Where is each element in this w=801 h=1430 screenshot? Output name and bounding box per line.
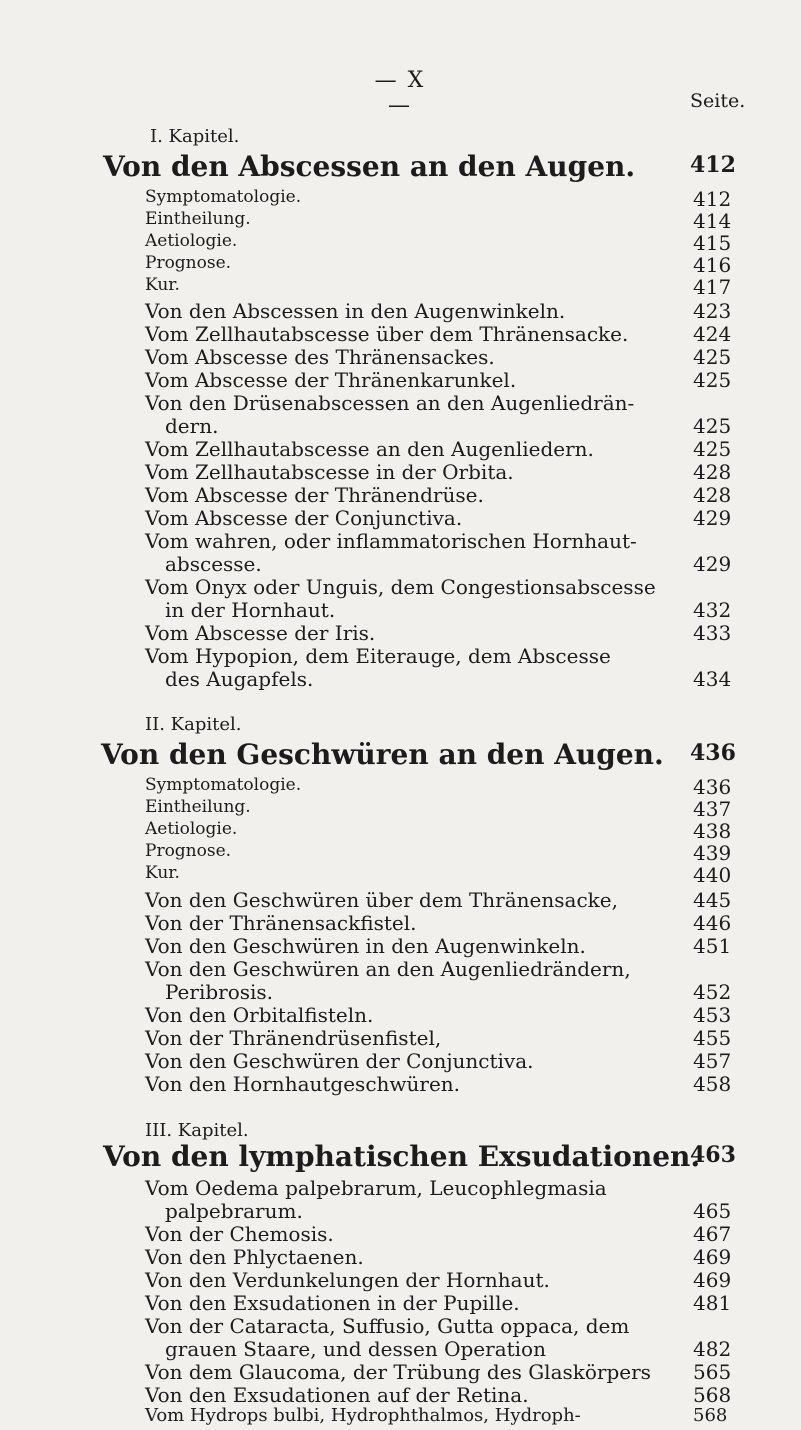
toc-entry: Von der Thränensackfistel. 446 <box>145 911 732 935</box>
toc-entry: Von der Chemosis. 467 <box>145 1222 732 1246</box>
toc-entry: Vom Zellhautabscesse über dem Thränensacke. 424 <box>145 322 732 346</box>
toc-entry: Aetiologie. 415 <box>145 231 732 255</box>
chapter-3-page: 463 <box>690 1142 736 1168</box>
toc-entry: Von den Verdunkelungen der Hornhaut. 469 <box>145 1268 732 1292</box>
chapter-1-title-von: Von <box>103 150 162 183</box>
toc-entry: Von der Thränendrüsenfistel, 455 <box>145 1026 732 1050</box>
chapter-3-title-text: den lymphatischen Exsudationen. <box>170 1140 701 1173</box>
toc-entry: Vom Hydrops bulbi, Hydrophthalmos, Hydroph- 568 <box>145 1405 728 1426</box>
toc-entry: Von den Hornhautgeschwüren. 458 <box>145 1072 732 1096</box>
toc-entry-cont: grauen Staare, und dessen Operation 482 <box>165 1337 732 1361</box>
toc-entry: Eintheilung. 414 <box>145 209 732 233</box>
toc-entry: Vom wahren, oder inflammatorischen Hornhaut- <box>145 529 637 553</box>
chapter-3-title <box>103 1140 700 1173</box>
toc-entry: Vom Oedema palpebrarum, Leucophlegmasia <box>145 1176 607 1200</box>
toc-entry: Von den Drüsenabscessen an den Augenliedrän- <box>145 391 635 415</box>
toc-entry: Von den Orbitalfisteln. 453 <box>145 1003 732 1027</box>
toc-entry: Kur. 440 <box>145 863 732 887</box>
toc-entry: Vom Abscesse der Iris. 433 <box>145 621 732 645</box>
seite-label: Seite. <box>690 90 746 112</box>
toc-entry: Vom Abscesse der Conjunctiva. 429 <box>145 506 732 530</box>
toc-entry: Von den Geschwüren der Conjunctiva. 457 <box>145 1049 732 1073</box>
chapter-2-title-text: den Geschwüren an den Augen. <box>168 738 664 771</box>
chapter-2-page: 436 <box>690 740 736 766</box>
chapter-1-page: 412 <box>690 152 736 178</box>
toc-entry: Aetiologie. 438 <box>145 819 732 843</box>
page-numeral: — X — <box>374 68 426 118</box>
toc-entry: Symptomatologie. 412 <box>145 187 732 211</box>
toc-entry: Kur. 417 <box>145 275 732 299</box>
chapter-3-label: III. Kapitel. <box>145 1120 249 1141</box>
toc-entry: Eintheilung. 437 <box>145 797 732 821</box>
toc-entry: Vom Abscesse des Thränensackes. 425 <box>145 345 732 369</box>
toc-entry-cont: dern. 425 <box>165 414 732 438</box>
toc-entry: Prognose. 416 <box>145 253 732 277</box>
chapter-2-title <box>101 738 664 771</box>
toc-entry: Von den Geschwüren in den Augenwinkeln. 451 <box>145 934 732 958</box>
toc-entry: Vom Abscesse der Thränendrüse. 428 <box>145 483 732 507</box>
toc-entry: Vom Onyx oder Unguis, dem Congestionsabscesse <box>145 575 656 599</box>
toc-entry: Vom Zellhautabscesse in der Orbita. 428 <box>145 460 732 484</box>
chapter-1-title <box>103 150 635 183</box>
toc-entry: Symptomatologie. 436 <box>145 775 732 799</box>
toc-entry-cont: palpebrarum. 465 <box>165 1199 732 1223</box>
toc-entry: Von den Exsudationen in der Pupille. 481 <box>145 1291 732 1315</box>
toc-entry: Prognose. 439 <box>145 841 732 865</box>
chapter-3-title-von: Von <box>103 1140 162 1173</box>
toc-entry: Vom Zellhautabscesse an den Augenliedern. 425 <box>145 437 732 461</box>
toc-entry: Von den Abscessen in den Augenwinkeln. 423 <box>145 299 732 323</box>
toc-entry-cont: des Augapfels. 434 <box>165 667 732 691</box>
toc-entry: Von dem Glaucoma, der Trübung des Glaskörpers 565 <box>145 1360 732 1384</box>
toc-entry: Von den Exsudationen auf der Retina. 568 <box>145 1383 732 1407</box>
toc-entry: Vom Hypopion, dem Eiterauge, dem Abscesse <box>145 644 611 668</box>
chapter-1-title-text: den Abscessen an den Augen. <box>170 150 636 183</box>
toc-entry: Vom Abscesse der Thränenkarunkel. 425 <box>145 368 732 392</box>
chapter-2-title-von: Von <box>101 738 160 771</box>
toc-entry-cont: in der Hornhaut. 432 <box>165 598 732 622</box>
toc-entry: Von den Phlyctaenen. 469 <box>145 1245 732 1269</box>
toc-entry: Von der Cataracta, Suffusio, Gutta oppaca, dem <box>145 1314 630 1338</box>
toc-entry-cont: Peribrosis. 452 <box>165 980 732 1004</box>
toc-entry-cont: abscesse. 429 <box>165 552 732 576</box>
toc-entry: Von den Geschwüren an den Augenliedrändern, <box>145 957 631 981</box>
toc-entry: Von den Geschwüren über dem Thränensacke, 445 <box>145 888 732 912</box>
chapter-1-label: I. Kapitel. <box>150 126 240 147</box>
chapter-2-label: II. Kapitel. <box>145 714 242 735</box>
